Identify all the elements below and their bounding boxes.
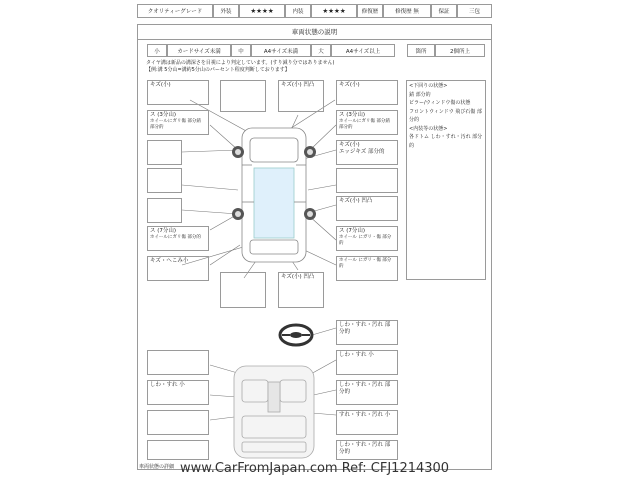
car-exterior-diagram xyxy=(228,120,320,270)
callout-box-bottom-center xyxy=(278,272,324,308)
callout-text: ス (3分山) xyxy=(150,112,177,118)
callout-box-top-center xyxy=(278,80,324,112)
notes-heading: ピラー/ウィンドウ傷の状態 xyxy=(409,100,471,106)
footer-note: 車両状態の詳細 xyxy=(139,464,175,470)
warranty-label: 保証 xyxy=(431,4,457,18)
callout-text: すれ・すれ・汚れ 小 xyxy=(339,412,391,418)
callout-box-right-10 xyxy=(336,380,398,405)
warranty-value: 三包 xyxy=(457,4,492,18)
callout-box-right-2 xyxy=(336,110,398,135)
callout-text: ホイール にガリ・傷 部分的 xyxy=(339,258,392,270)
interior-stars: ★★★★ xyxy=(311,4,357,18)
callout-text: キズ・へこみ小 xyxy=(150,258,189,264)
quality-grade-label: クオリティーグレード xyxy=(137,4,213,18)
callout-box-right-5 xyxy=(336,196,398,221)
legend-large: 大 xyxy=(311,44,331,57)
callout-box-left-9 xyxy=(147,380,209,405)
callout-box-left-4 xyxy=(147,168,182,193)
legend-large-desc: A4サイズ以上 xyxy=(331,44,395,57)
car-interior-diagram xyxy=(228,362,320,462)
callout-text: しわ・すれ 小 xyxy=(150,382,185,388)
page-title: 車両状態の説明 xyxy=(137,24,492,40)
callout-text: ホイールにガリ傷 部分錆 部分的 xyxy=(339,119,390,131)
notes-box xyxy=(406,80,486,280)
watermark: www.CarFromJapan.com Ref: CFJ1214300 xyxy=(180,461,450,476)
callout-box-right-11 xyxy=(336,410,398,435)
callout-box-right-3 xyxy=(336,140,398,165)
callout-box-top-left xyxy=(220,80,266,112)
callout-box-left-8 xyxy=(147,350,209,375)
repair-history-label: 修復歴 xyxy=(357,4,383,18)
callout-box-right-8 xyxy=(336,320,398,345)
exterior-label: 外装 xyxy=(213,4,239,18)
callout-text: キズ(小) xyxy=(150,82,171,88)
notes-line: 各ドトム しわ・すれ・汚れ 部分的 xyxy=(409,134,483,149)
legend-count-label: 箇所 xyxy=(407,44,435,57)
tire-note: タイヤ溝は新品の溝深さを目視により判定しています。(すり減り分ではありません) xyxy=(146,60,335,66)
callout-box-right-4 xyxy=(336,168,398,193)
callout-box-right-1 xyxy=(336,80,398,105)
callout-box-right-6 xyxy=(336,226,398,251)
legend-medium: 中 xyxy=(231,44,251,57)
callout-box-left-5 xyxy=(147,198,182,223)
legend-small: 小 xyxy=(147,44,167,57)
callout-box-left-11 xyxy=(147,440,209,460)
callout-text: キズ(小) xyxy=(339,142,360,148)
callout-text: しわ・すれ・汚れ 部分的 xyxy=(339,442,391,456)
notes-line: フロントウィンドウ 飛び石傷 部分的 xyxy=(409,108,482,123)
callout-text: キズ(小) 凹凸 xyxy=(339,198,373,204)
callout-text: しわ・すれ・汚れ 部分的 xyxy=(339,322,391,336)
exterior-stars: ★★★★ xyxy=(239,4,285,18)
notes-heading: <下回りの状態> xyxy=(409,83,448,89)
tire-note-example: 【例:溝 5分山=溝約5分山のパーセント程度判断しております】 xyxy=(146,67,290,73)
callout-box-left-6 xyxy=(147,226,209,251)
callout-text: ホイールにガリ傷 部分錆 部分的 xyxy=(150,119,201,131)
callout-box-bottom-left xyxy=(220,272,266,308)
callout-text: キズ(小) xyxy=(339,82,360,88)
callout-text: ス (7分山) xyxy=(339,228,366,234)
callout-text: ス (3分山) xyxy=(339,112,366,118)
callout-box-left-3 xyxy=(147,140,182,165)
callout-text: ホイールにガリ傷 部分的 xyxy=(150,235,201,241)
callout-text: しわ・すれ・汚れ 部分的 xyxy=(339,382,391,396)
callout-text: ス (7分山) xyxy=(150,228,177,234)
callout-text: キズ(小) 凹凸 xyxy=(281,274,315,280)
legend-small-desc: カードサイズ未満 xyxy=(167,44,231,57)
callout-box-right-12 xyxy=(336,440,398,460)
notes-heading: <内装等の状態> xyxy=(409,125,448,132)
steering-wheel-icon xyxy=(278,322,314,348)
callout-box-right-7 xyxy=(336,256,398,281)
legend-medium-desc: A4サイズ未満 xyxy=(251,44,311,57)
callout-box-left-10 xyxy=(147,410,209,435)
legend-count-value: 2個所上 xyxy=(435,44,485,57)
callout-text: エッジキズ 部分的 xyxy=(339,149,385,156)
repair-history-value: 修復歴 無 xyxy=(383,4,431,18)
callout-box-left-2 xyxy=(147,110,209,135)
interior-label: 内装 xyxy=(285,4,311,18)
callout-box-left-1 xyxy=(147,80,209,105)
callout-box-left-7 xyxy=(147,256,209,281)
callout-text: キズ(小) 凹凸 xyxy=(281,82,315,88)
callout-text: しわ・すれ 小 xyxy=(339,352,374,358)
callout-text: ホイール にガリ・傷 部分的 xyxy=(339,235,392,247)
callout-box-right-9 xyxy=(336,350,398,375)
notes-line: 錆 部分的 xyxy=(409,91,431,98)
